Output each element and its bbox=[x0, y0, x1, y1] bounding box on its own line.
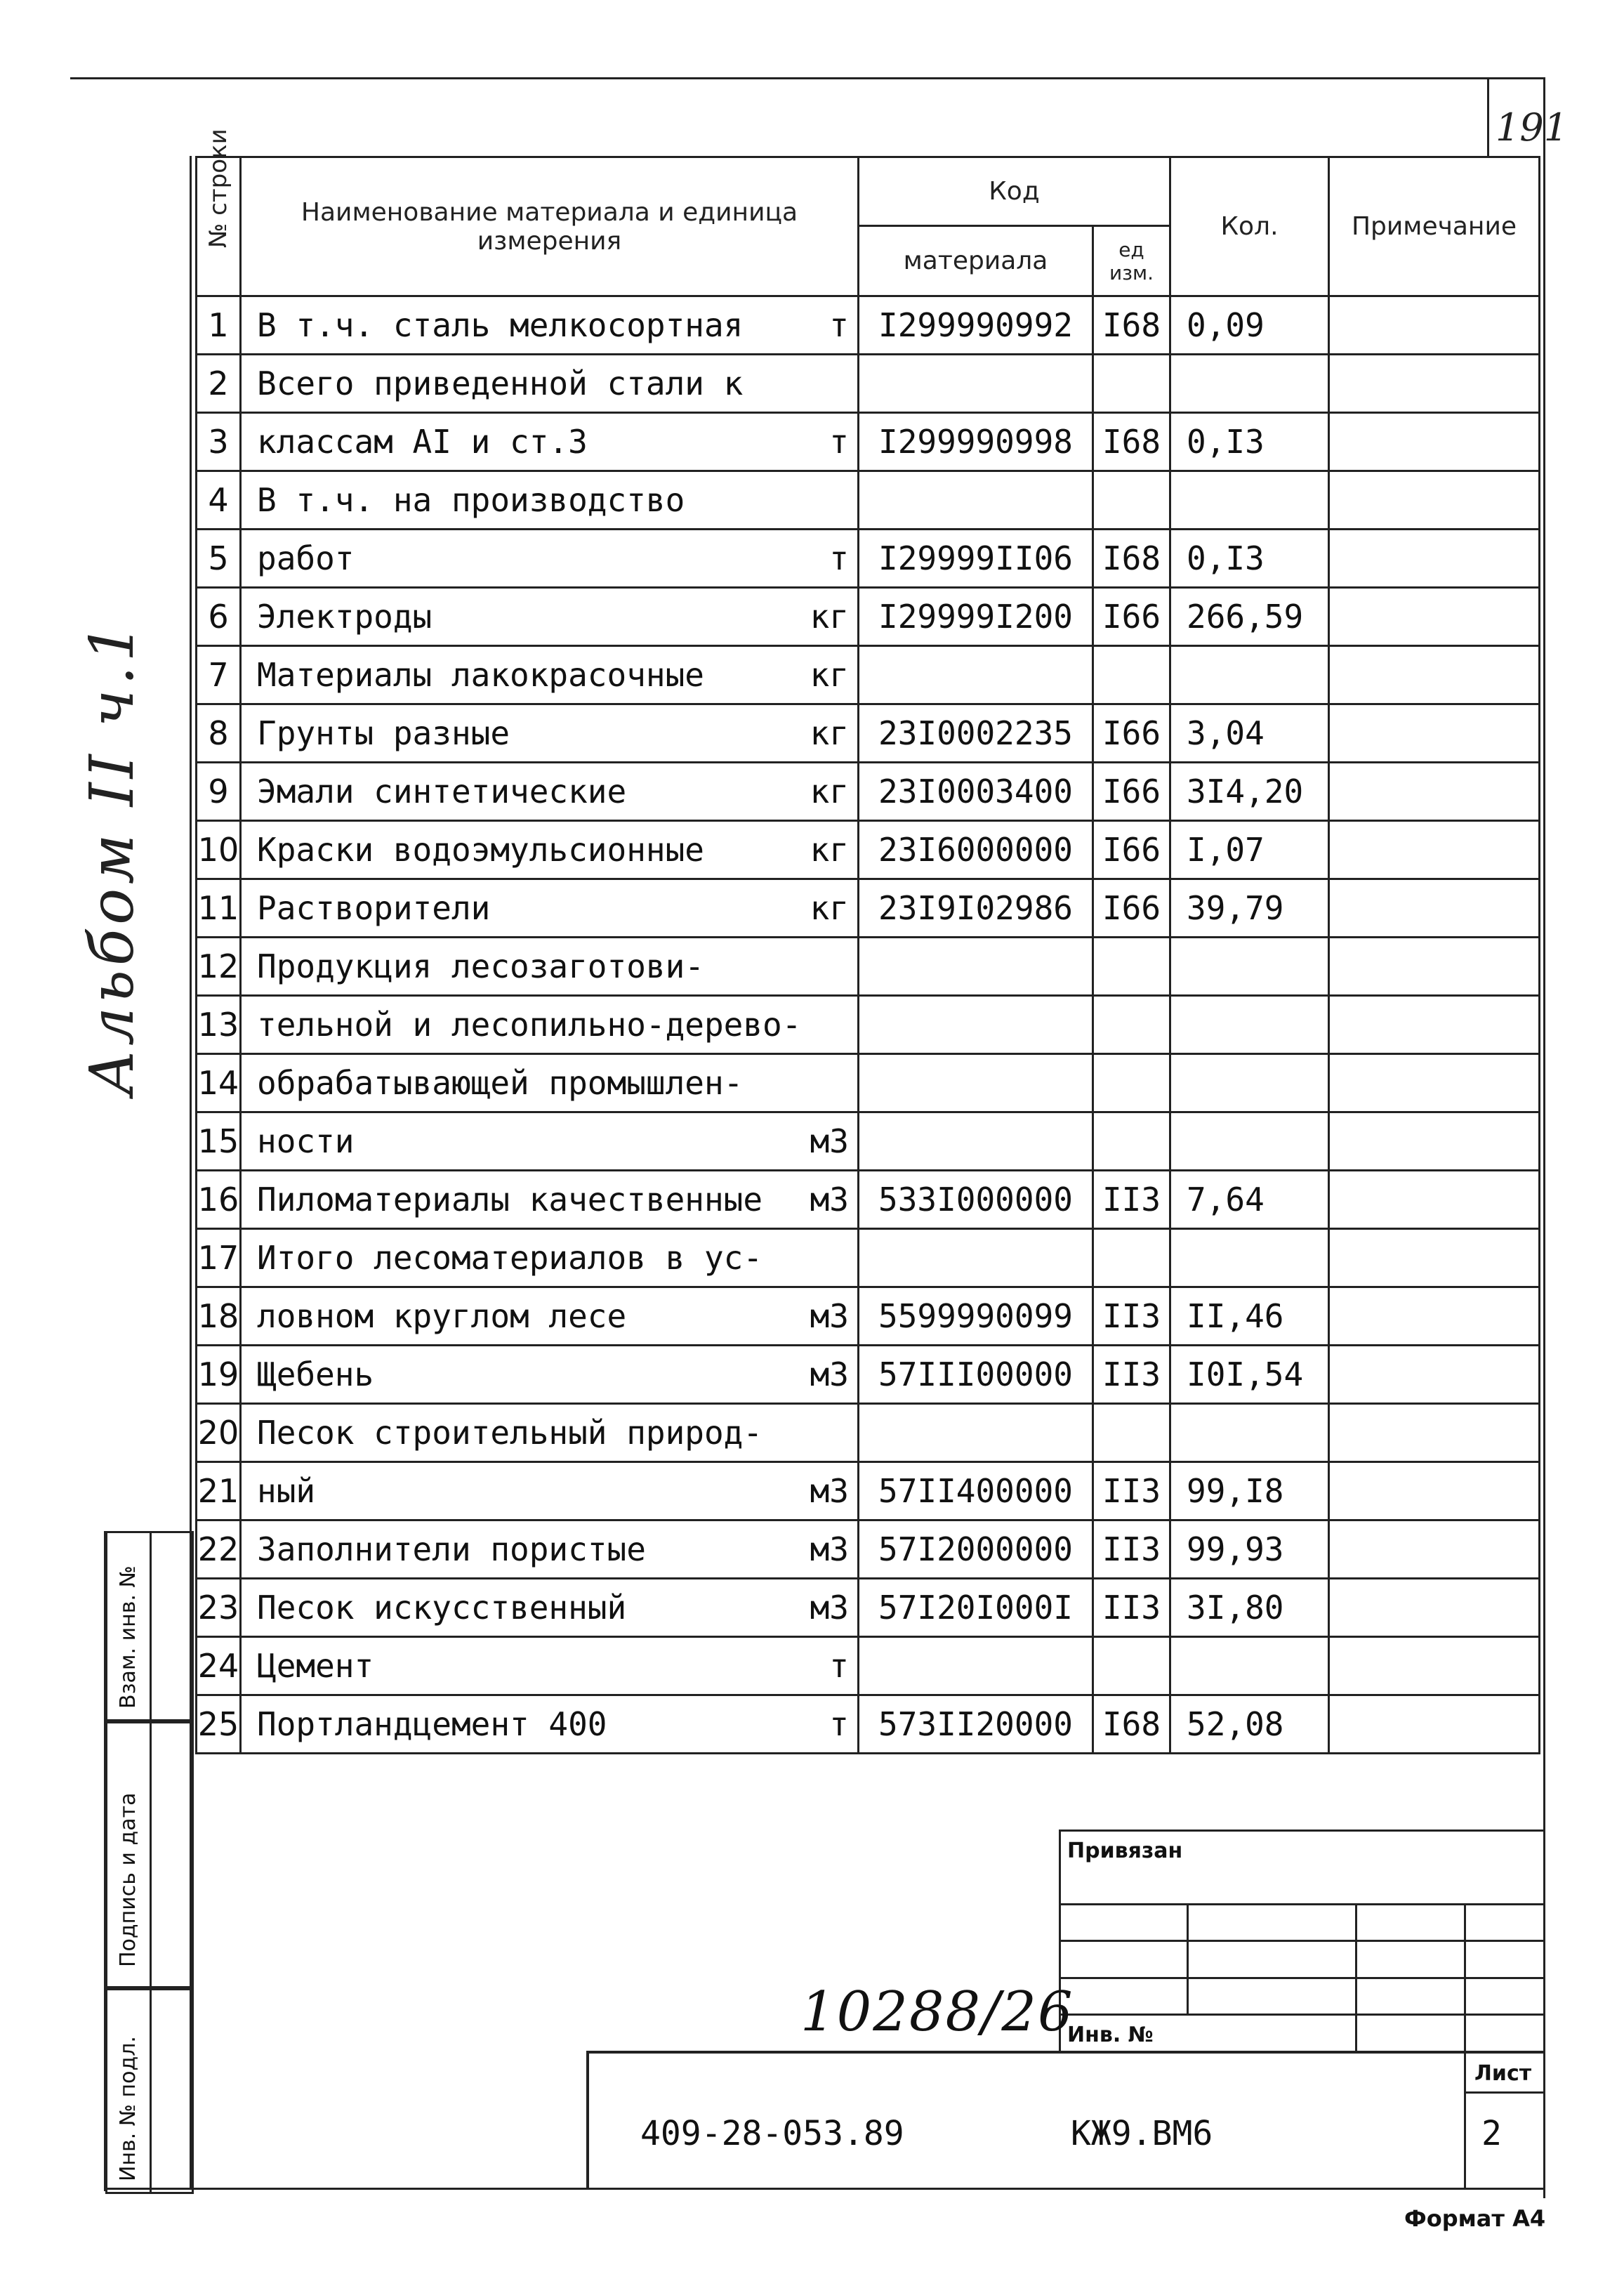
material-unit: кг bbox=[810, 831, 849, 869]
material-name-cell bbox=[241, 763, 859, 821]
material-unit: м3 bbox=[810, 1355, 849, 1393]
note bbox=[1329, 1287, 1540, 1346]
material-code: I299990992 bbox=[859, 296, 1093, 355]
material-code bbox=[859, 1229, 1093, 1287]
table-row bbox=[197, 1112, 1540, 1171]
material-name-cell bbox=[241, 1054, 859, 1112]
material-unit: т bbox=[829, 306, 849, 344]
material-name: Растворители bbox=[257, 889, 491, 927]
row-number: 18 bbox=[197, 1287, 241, 1346]
table-row bbox=[197, 1287, 1540, 1346]
note bbox=[1329, 355, 1540, 413]
note bbox=[1329, 296, 1540, 355]
unit-code: II3 bbox=[1093, 1287, 1170, 1346]
unit-code bbox=[1093, 1229, 1170, 1287]
note bbox=[1329, 530, 1540, 588]
material-name: Песок искусственный bbox=[257, 1589, 627, 1627]
material-name: Заполнители пористые bbox=[257, 1530, 646, 1568]
material-name: классам АI и ст.3 bbox=[257, 423, 588, 461]
row-number: 22 bbox=[197, 1520, 241, 1579]
table-row bbox=[197, 704, 1540, 763]
unit-code bbox=[1093, 355, 1170, 413]
row-number: 4 bbox=[197, 471, 241, 530]
table-row bbox=[197, 1054, 1540, 1112]
quantity: 0,09 bbox=[1170, 296, 1329, 355]
material-name-cell bbox=[241, 1404, 859, 1462]
note bbox=[1329, 1171, 1540, 1229]
table-row bbox=[197, 296, 1540, 355]
sheet-label: Лист bbox=[1474, 2061, 1532, 2086]
doc-code: 409-28-053.89 bbox=[640, 2114, 904, 2153]
row-number: 12 bbox=[197, 938, 241, 996]
quantity bbox=[1170, 1054, 1329, 1112]
materials-table bbox=[195, 128, 1540, 1754]
unit-code: II3 bbox=[1093, 1346, 1170, 1404]
frame-bottom bbox=[104, 2188, 1545, 2190]
material-code: 57II400000 bbox=[859, 1462, 1093, 1520]
header-code-material: материала bbox=[859, 226, 1093, 296]
material-name-cell bbox=[241, 1346, 859, 1404]
material-code bbox=[859, 1637, 1093, 1695]
quantity: 3I,80 bbox=[1170, 1579, 1329, 1637]
row-number: 13 bbox=[197, 996, 241, 1054]
unit-code bbox=[1093, 1637, 1170, 1695]
material-name-cell bbox=[241, 1462, 859, 1520]
unit-code: I68 bbox=[1093, 1695, 1170, 1754]
material-code: 23I0002235 bbox=[859, 704, 1093, 763]
material-name: ловном круглом лесе bbox=[257, 1297, 627, 1335]
material-name-cell bbox=[241, 1171, 859, 1229]
row-number: 5 bbox=[197, 530, 241, 588]
material-name-cell bbox=[241, 1229, 859, 1287]
material-name: Продукция лесозаготови- bbox=[257, 947, 704, 985]
material-code bbox=[859, 1404, 1093, 1462]
row-number: 8 bbox=[197, 704, 241, 763]
stamp-vzam-inv-label: Взам. инв. № bbox=[116, 1565, 140, 1709]
table-row bbox=[197, 355, 1540, 413]
quantity bbox=[1170, 355, 1329, 413]
frame-top bbox=[70, 77, 1545, 79]
material-name: работ bbox=[257, 539, 355, 577]
quantity: I0I,54 bbox=[1170, 1346, 1329, 1404]
material-unit: кг bbox=[810, 889, 849, 927]
stamp-vzam-inv bbox=[105, 1531, 194, 1723]
inv-no-label: Инв. № bbox=[1067, 2023, 1154, 2047]
note bbox=[1329, 763, 1540, 821]
note bbox=[1329, 1229, 1540, 1287]
material-unit: т bbox=[829, 423, 849, 461]
unit-code bbox=[1093, 471, 1170, 530]
sheet-number: 2 bbox=[1481, 2114, 1502, 2153]
material-unit: м3 bbox=[810, 1122, 849, 1160]
quantity bbox=[1170, 996, 1329, 1054]
quantity bbox=[1170, 1404, 1329, 1462]
material-unit: т bbox=[829, 1705, 849, 1743]
table-row bbox=[197, 1404, 1540, 1462]
note bbox=[1329, 879, 1540, 938]
note bbox=[1329, 1054, 1540, 1112]
unit-code: II3 bbox=[1093, 1520, 1170, 1579]
material-code bbox=[859, 1054, 1093, 1112]
row-number: 14 bbox=[197, 1054, 241, 1112]
header-name: Наименование материала и единица измерения bbox=[241, 157, 859, 296]
table-row bbox=[197, 588, 1540, 646]
unit-code bbox=[1093, 1054, 1170, 1112]
note bbox=[1329, 704, 1540, 763]
page-number-divider bbox=[1487, 77, 1489, 156]
table-row bbox=[197, 1637, 1540, 1695]
material-name: Материалы лакокрасочные bbox=[257, 656, 704, 694]
material-name: тельной и лесопильно-дерево- bbox=[257, 1006, 802, 1044]
note bbox=[1329, 1112, 1540, 1171]
material-code: 57I2000000 bbox=[859, 1520, 1093, 1579]
material-code bbox=[859, 471, 1093, 530]
material-name-cell bbox=[241, 1695, 859, 1754]
stamp-podpis-data-label: Подпись и дата bbox=[116, 1792, 140, 1967]
material-name-cell bbox=[241, 1579, 859, 1637]
material-name: Итого лесоматериалов в ус- bbox=[257, 1239, 763, 1277]
quantity bbox=[1170, 1637, 1329, 1695]
row-number: 3 bbox=[197, 413, 241, 471]
unit-code: I68 bbox=[1093, 296, 1170, 355]
row-number: 9 bbox=[197, 763, 241, 821]
note bbox=[1329, 1462, 1540, 1520]
table-row bbox=[197, 1579, 1540, 1637]
quantity bbox=[1170, 646, 1329, 704]
material-code: 5599990099 bbox=[859, 1287, 1093, 1346]
unit-code: II3 bbox=[1093, 1462, 1170, 1520]
material-name-cell bbox=[241, 296, 859, 355]
material-name-cell bbox=[241, 1112, 859, 1171]
table-row bbox=[197, 530, 1540, 588]
row-number: 6 bbox=[197, 588, 241, 646]
material-name-cell bbox=[241, 1287, 859, 1346]
material-name: обрабатывающей промышлен- bbox=[257, 1064, 744, 1102]
quantity bbox=[1170, 1229, 1329, 1287]
table-row bbox=[197, 1229, 1540, 1287]
material-unit: кг bbox=[810, 598, 849, 636]
material-code: 57I20I000I bbox=[859, 1579, 1093, 1637]
unit-code: I66 bbox=[1093, 879, 1170, 938]
unit-code: I66 bbox=[1093, 763, 1170, 821]
material-name-cell bbox=[241, 938, 859, 996]
header-row-no: № строки bbox=[197, 157, 241, 296]
quantity: II,46 bbox=[1170, 1287, 1329, 1346]
table-row bbox=[197, 1520, 1540, 1579]
row-number: 20 bbox=[197, 1404, 241, 1462]
table-row bbox=[197, 646, 1540, 704]
material-name-cell bbox=[241, 355, 859, 413]
material-code: 533I000000 bbox=[859, 1171, 1093, 1229]
album-note: Альбом II ч.1 bbox=[77, 619, 147, 1096]
note bbox=[1329, 588, 1540, 646]
quantity bbox=[1170, 471, 1329, 530]
material-unit: м3 bbox=[810, 1589, 849, 1627]
quantity: 0,I3 bbox=[1170, 413, 1329, 471]
table-row bbox=[197, 879, 1540, 938]
row-number: 23 bbox=[197, 1579, 241, 1637]
material-unit: м3 bbox=[810, 1530, 849, 1568]
quantity: 3I4,20 bbox=[1170, 763, 1329, 821]
quantity bbox=[1170, 1112, 1329, 1171]
unit-code bbox=[1093, 996, 1170, 1054]
note bbox=[1329, 1579, 1540, 1637]
row-number: 10 bbox=[197, 821, 241, 879]
row-number: 1 bbox=[197, 296, 241, 355]
quantity: 52,08 bbox=[1170, 1695, 1329, 1754]
material-code: I299990998 bbox=[859, 413, 1093, 471]
material-unit: кг bbox=[810, 714, 849, 752]
material-unit: т bbox=[829, 1647, 849, 1685]
doc-mark: КЖ9.ВМ6 bbox=[1071, 2114, 1213, 2153]
material-name: Всего приведенной стали к bbox=[257, 364, 744, 402]
material-name-cell bbox=[241, 996, 859, 1054]
material-name-cell bbox=[241, 588, 859, 646]
material-name-cell bbox=[241, 821, 859, 879]
material-code bbox=[859, 355, 1093, 413]
row-number: 17 bbox=[197, 1229, 241, 1287]
material-name-cell bbox=[241, 413, 859, 471]
quantity: 7,64 bbox=[1170, 1171, 1329, 1229]
material-code: 23I6000000 bbox=[859, 821, 1093, 879]
row-number: 16 bbox=[197, 1171, 241, 1229]
quantity: 3,04 bbox=[1170, 704, 1329, 763]
material-name: Щебень bbox=[257, 1355, 374, 1393]
unit-code bbox=[1093, 646, 1170, 704]
material-name: Песок строительный природ- bbox=[257, 1414, 763, 1452]
material-code: I29999II06 bbox=[859, 530, 1093, 588]
material-name: Цемент bbox=[257, 1647, 374, 1685]
table-row bbox=[197, 996, 1540, 1054]
material-name: ный bbox=[257, 1472, 316, 1510]
material-name: Пиломатериалы качественные bbox=[257, 1181, 763, 1218]
quantity: I,07 bbox=[1170, 821, 1329, 879]
unit-code: I66 bbox=[1093, 588, 1170, 646]
material-name-cell bbox=[241, 1520, 859, 1579]
row-number: 24 bbox=[197, 1637, 241, 1695]
table-row bbox=[197, 1695, 1540, 1754]
unit-code bbox=[1093, 938, 1170, 996]
table-row bbox=[197, 1346, 1540, 1404]
material-code: 573II20000 bbox=[859, 1695, 1093, 1754]
material-name-cell bbox=[241, 1637, 859, 1695]
note bbox=[1329, 413, 1540, 471]
material-code bbox=[859, 646, 1093, 704]
quantity: 99,93 bbox=[1170, 1520, 1329, 1579]
quantity: 0,I3 bbox=[1170, 530, 1329, 588]
row-number: 21 bbox=[197, 1462, 241, 1520]
row-number: 11 bbox=[197, 879, 241, 938]
material-name: В т.ч. на производство bbox=[257, 481, 685, 519]
quantity bbox=[1170, 938, 1329, 996]
material-code: 23I0003400 bbox=[859, 763, 1093, 821]
format-label: Формат А4 bbox=[1404, 2205, 1546, 2232]
material-code: I29999I200 bbox=[859, 588, 1093, 646]
note bbox=[1329, 1346, 1540, 1404]
material-code bbox=[859, 938, 1093, 996]
material-name-cell bbox=[241, 530, 859, 588]
table-row bbox=[197, 763, 1540, 821]
material-unit: м3 bbox=[810, 1181, 849, 1218]
header-code: Код bbox=[859, 157, 1170, 226]
material-code: 23I9I02986 bbox=[859, 879, 1093, 938]
material-code bbox=[859, 1112, 1093, 1171]
row-number: 2 bbox=[197, 355, 241, 413]
stamp-podpis-data bbox=[105, 1719, 194, 1990]
material-name-cell bbox=[241, 471, 859, 530]
note bbox=[1329, 1404, 1540, 1462]
unit-code: II3 bbox=[1093, 1171, 1170, 1229]
material-name: Портландцемент 400 bbox=[257, 1705, 607, 1743]
handwritten-number: 10288/26 bbox=[800, 1980, 1074, 2044]
privyazan-label: Привязан bbox=[1067, 1839, 1183, 1863]
material-code bbox=[859, 996, 1093, 1054]
note bbox=[1329, 996, 1540, 1054]
note bbox=[1329, 471, 1540, 530]
unit-code bbox=[1093, 1404, 1170, 1462]
quantity: 266,59 bbox=[1170, 588, 1329, 646]
note bbox=[1329, 938, 1540, 996]
row-number: 25 bbox=[197, 1695, 241, 1754]
header-qty: Кол. bbox=[1170, 157, 1329, 296]
page-number: 191 bbox=[1496, 105, 1569, 150]
stamp-inv-podl bbox=[105, 1986, 194, 2194]
quantity: 99,I8 bbox=[1170, 1462, 1329, 1520]
table-row bbox=[197, 1171, 1540, 1229]
material-name: Краски водоэмульсионные bbox=[257, 831, 704, 869]
note bbox=[1329, 1520, 1540, 1579]
unit-code: I66 bbox=[1093, 821, 1170, 879]
material-name: Электроды bbox=[257, 598, 433, 636]
header-code-unit: ед изм. bbox=[1093, 226, 1170, 296]
quantity: 39,79 bbox=[1170, 879, 1329, 938]
note bbox=[1329, 1695, 1540, 1754]
material-name-cell bbox=[241, 646, 859, 704]
unit-code: I66 bbox=[1093, 704, 1170, 763]
note bbox=[1329, 821, 1540, 879]
row-number: 19 bbox=[197, 1346, 241, 1404]
material-name-cell bbox=[241, 704, 859, 763]
material-name: В т.ч. сталь мелкосортная bbox=[257, 306, 744, 344]
table-row bbox=[197, 413, 1540, 471]
note bbox=[1329, 646, 1540, 704]
material-name: Эмали синтетические bbox=[257, 773, 627, 810]
table-row bbox=[197, 821, 1540, 879]
row-number: 7 bbox=[197, 646, 241, 704]
unit-code bbox=[1093, 1112, 1170, 1171]
material-unit: м3 bbox=[810, 1297, 849, 1335]
unit-code: I68 bbox=[1093, 530, 1170, 588]
unit-code: II3 bbox=[1093, 1579, 1170, 1637]
stamp-inv-podl-label: Инв. № подл. bbox=[116, 2036, 140, 2181]
unit-code: I68 bbox=[1093, 413, 1170, 471]
table-row bbox=[197, 471, 1540, 530]
note bbox=[1329, 1637, 1540, 1695]
header-note: Примечание bbox=[1329, 157, 1540, 296]
material-name: ности bbox=[257, 1122, 355, 1160]
material-name: Грунты разные bbox=[257, 714, 510, 752]
material-name-cell bbox=[241, 879, 859, 938]
material-unit: кг bbox=[810, 656, 849, 694]
table-row bbox=[197, 938, 1540, 996]
frame-right bbox=[1543, 77, 1545, 2198]
table-row bbox=[197, 1462, 1540, 1520]
material-unit: т bbox=[829, 539, 849, 577]
material-code: 57III00000 bbox=[859, 1346, 1093, 1404]
material-unit: м3 bbox=[810, 1472, 849, 1510]
material-unit: кг bbox=[810, 773, 849, 810]
row-number: 15 bbox=[197, 1112, 241, 1171]
